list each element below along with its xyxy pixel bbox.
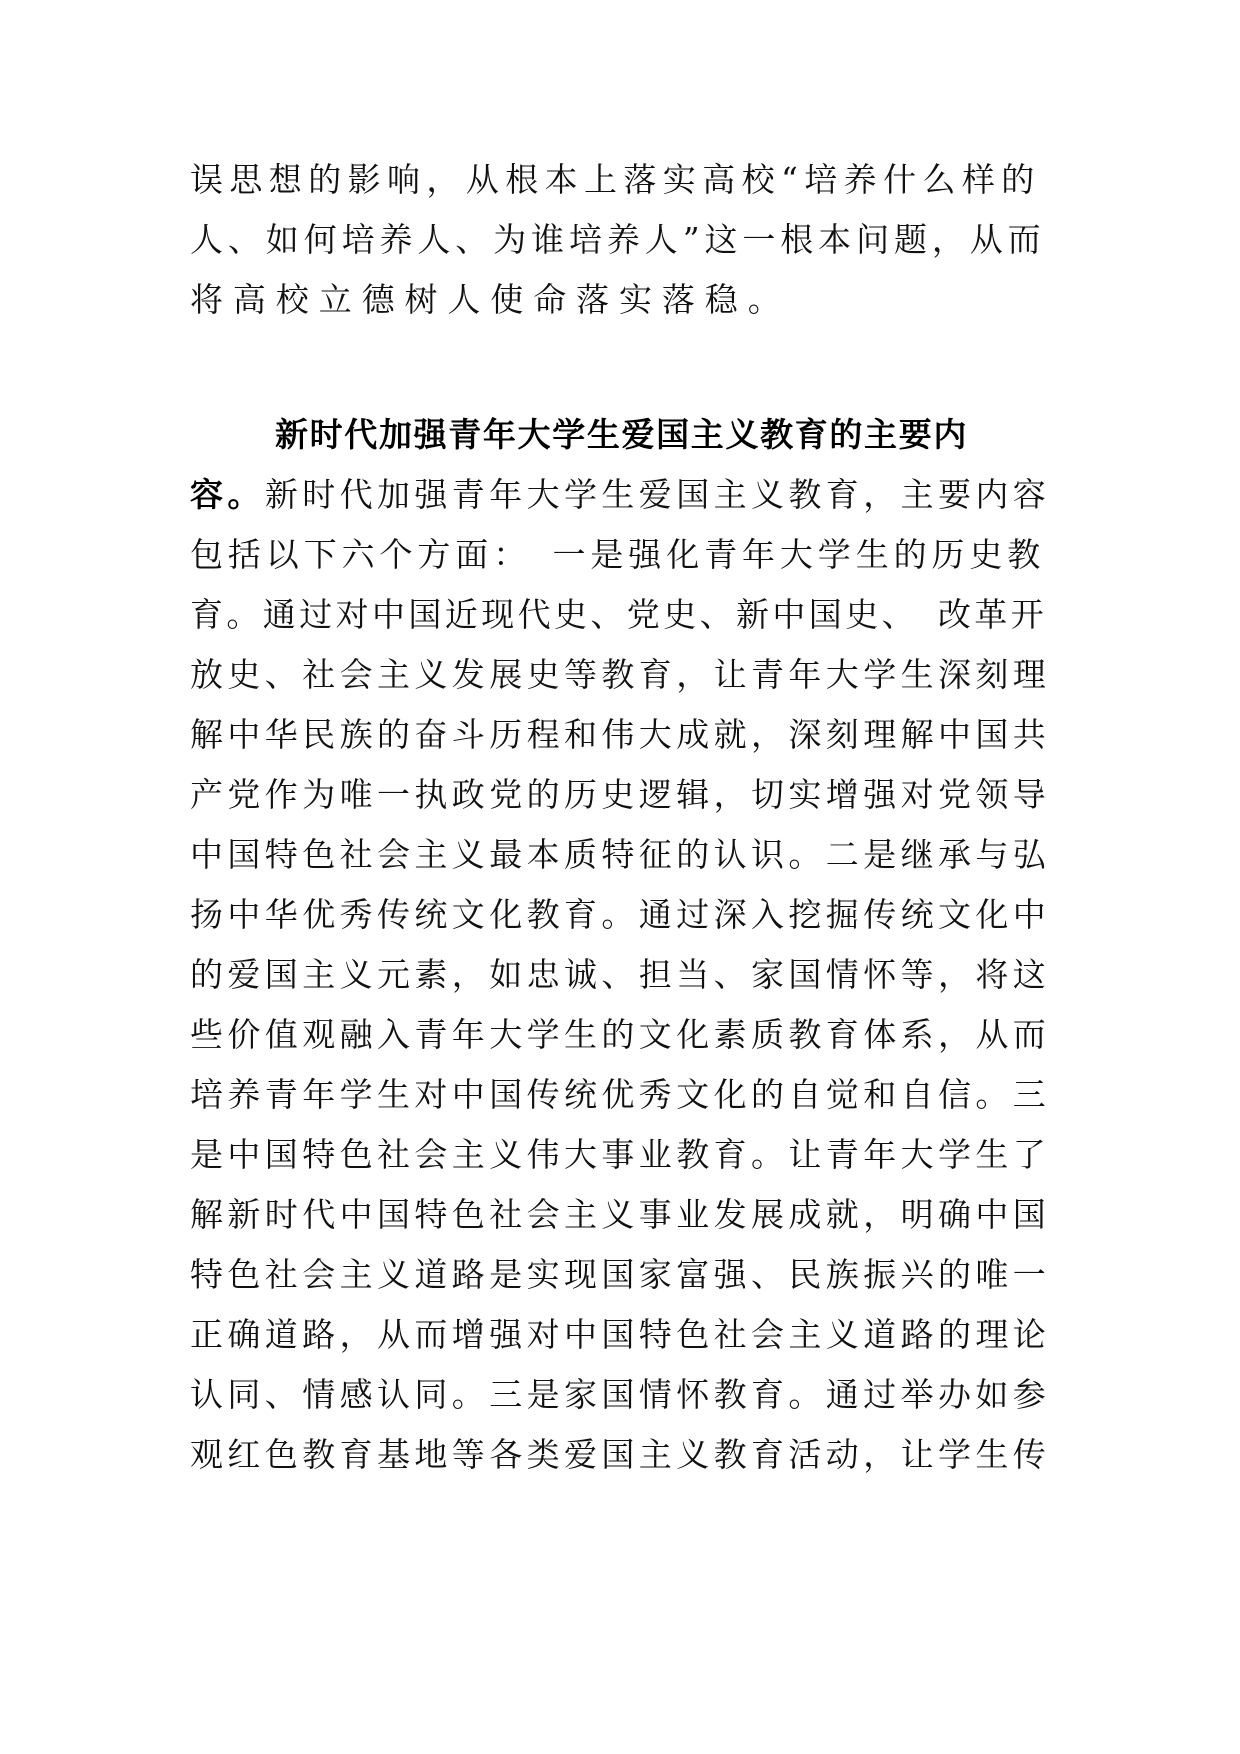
intro-line-3: 将高校立德树人使命落实落稳。	[190, 280, 791, 319]
section-line-2-text: 新时代加强青年大学生爱国主义教育，主要内容	[264, 475, 1051, 514]
body-line: 的爱国主义元素，如忠诚、担当、家国情怀等，将这	[190, 955, 1051, 994]
section-line-2	[190, 465, 1050, 525]
body-line: 是中国特色社会主义伟大事业教育。让青年大学生了	[190, 1135, 1051, 1174]
intro-line-1: 误思想的影响，从根本上落实高校“培养什么样的	[190, 160, 1041, 199]
body-line: 解中华民族的奋斗历程和伟大成就，深刻理解中国共	[190, 715, 1051, 754]
body-line: 些价值观融入青年大学生的文化素质教育体系，从而	[190, 1015, 1051, 1054]
body-line: 观红色教育基地等各类爱国主义教育活动，让学生传	[190, 1435, 1051, 1474]
section-heading: 新时代加强青年大学生爱国主义教育的主要内	[275, 415, 968, 454]
section-heading-end: 容。	[190, 475, 265, 514]
body-line: 中国特色社会主义最本质特征的认识。二是继承与弘	[190, 835, 1051, 874]
body-line: 产党作为唯一执政党的历史逻辑，切实增强对党领导	[190, 775, 1051, 814]
body-line: 正确道路，从而增强对中国特色社会主义道路的理论	[190, 1315, 1051, 1354]
body-line: 育。通过对中国近现代史、党史、新中国史、 改革开	[190, 595, 1048, 634]
body-line: 解新时代中国特色社会主义事业发展成就，明确中国	[190, 1195, 1051, 1234]
intro-line-2: 人、如何培养人、为谁培养人”这一根本问题，从而	[190, 220, 1046, 259]
body-line: 培养青年学生对中国传统优秀文化的自觉和自信。三	[190, 1075, 1051, 1114]
body-line: 特色社会主义道路是实现国家富强、民族振兴的唯一	[190, 1255, 1051, 1294]
body-line: 扬中华优秀传统文化教育。通过深入挖掘传统文化中	[190, 895, 1051, 934]
body-line: 放史、社会主义发展史等教育，让青年大学生深刻理	[190, 655, 1051, 694]
body-line: 认同、情感认同。三是家国情怀教育。通过举办如参	[190, 1375, 1051, 1414]
body-line: 包括以下六个方面： 一是强化青年大学生的历史教	[190, 535, 1046, 574]
